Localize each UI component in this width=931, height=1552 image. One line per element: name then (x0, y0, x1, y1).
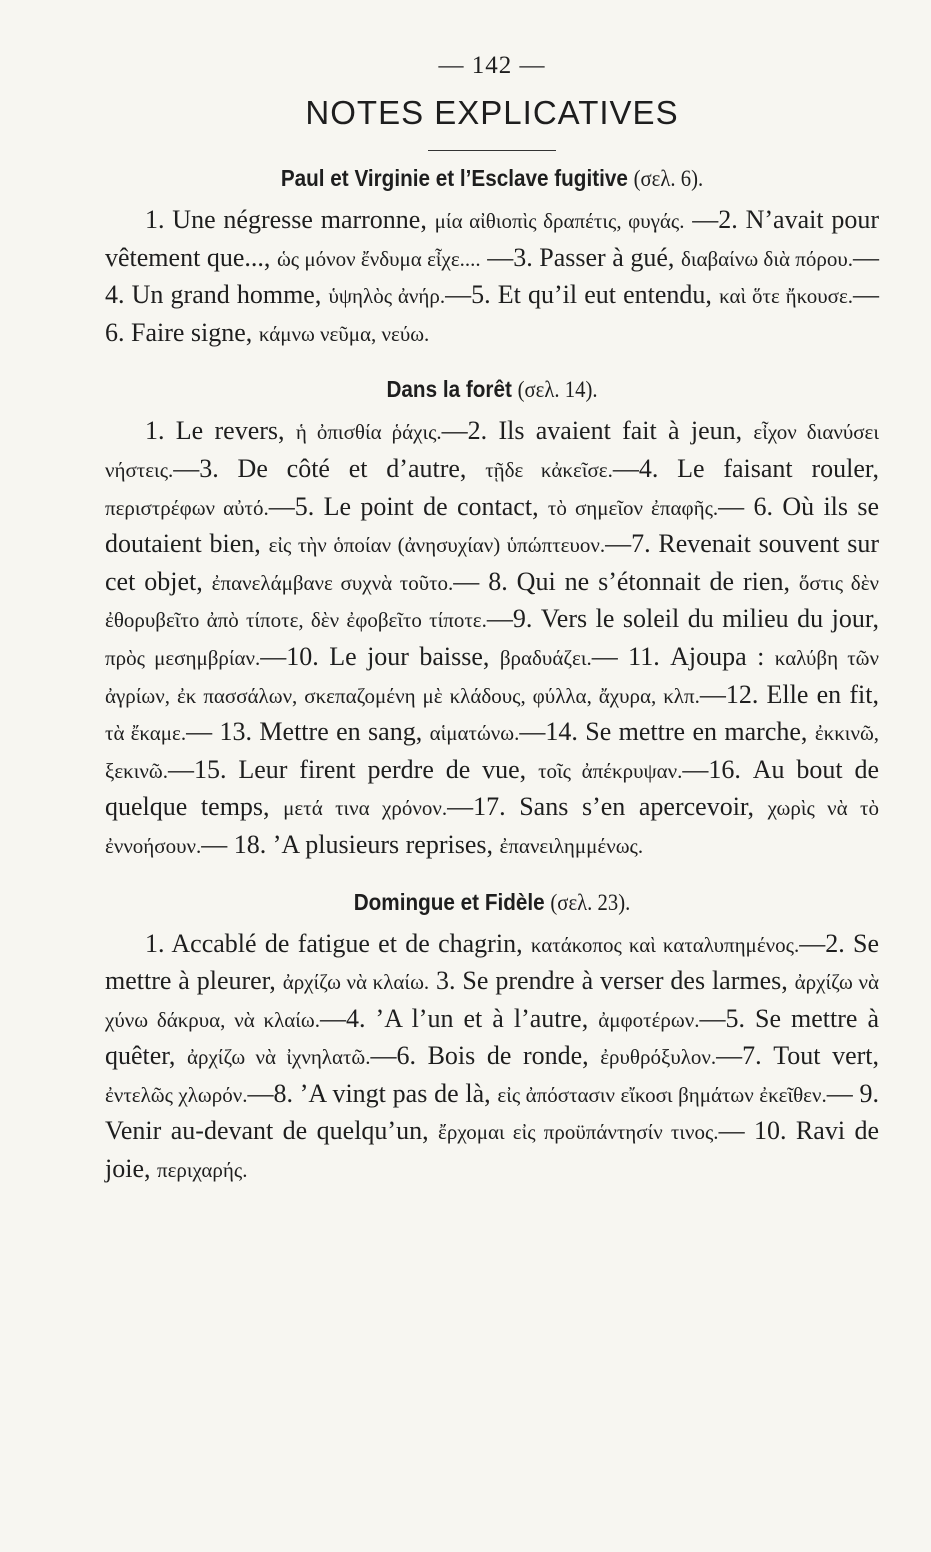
note-gr: μία αἰθιοπὶς δραπέτις, φυγάς. (434, 209, 685, 233)
note-fr: —3. De côté et d’autre, (173, 453, 467, 483)
note-gr: ὡς μόνον ἔνδυμα εἶχε.... (276, 246, 481, 271)
note-fr: —16. Au bout de quelque temps, (105, 754, 879, 822)
note-fr: — 8. Qui ne s’étonnait de rien, (453, 566, 790, 596)
title-divider (428, 150, 556, 151)
note-fr: — 6. Faire signe, (105, 280, 880, 347)
notes-paragraph (105, 926, 879, 1189)
note-gr: περιστρέφων αὐτό. (105, 495, 269, 520)
note-gr: εἰς τὴν ὁποίαν (ἀνησυχίαν) ὑπώπτευον. (268, 533, 606, 558)
note-gr: τὰ ἔκαμε. (105, 721, 187, 746)
note-fr: 1. Accablé de fatigue et de chagrin, (145, 928, 523, 958)
section-heading (144, 165, 841, 192)
note-fr: — 13. Mettre en sang, (186, 717, 423, 747)
note-fr: —2. Se mettre à pleurer, (105, 928, 880, 996)
note-fr: —5. Le point de contact, (268, 491, 539, 521)
note-gr: ἐρυθρόξυλον. (600, 1045, 717, 1070)
note-fr: — 11. Ajoupa : (591, 641, 765, 671)
note-gr: κάμνω νεῦμα, νεύω. (258, 321, 430, 346)
note-fr: 1. Une négresse marronne, (145, 205, 427, 234)
section-heading (144, 889, 841, 916)
note-fr: —6. Bois de ronde, (370, 1041, 589, 1071)
note-gr: τοῖς ἀπέκρυψαν. (538, 758, 683, 783)
note-fr: —7. Revenait souvent sur cet objet, (105, 529, 879, 596)
note-fr: —4. Un grand homme, (105, 242, 880, 310)
book-page (0, 52, 931, 1552)
note-fr: — 9. Venir au-devant de quelqu’un, (105, 1078, 880, 1146)
note-gr: ἐπανελάμβανε συχνὰ τοῦτο. (211, 570, 454, 595)
note-gr: ἔρχομαι εἰς προϋπάντησίν τινος. (438, 1120, 719, 1145)
note-gr: χωρὶς νὰ τὸ ἐννοήσουν. (105, 796, 879, 858)
note-fr: 3. Se prendre à verser des larmes, (436, 966, 788, 996)
note-gr: εἶχον διανύσει νήστεις. (105, 420, 880, 482)
note-fr: — 10. Ravi de joie, (105, 1116, 880, 1184)
note-gr: καὶ ὅτε ἤκουσε. (719, 284, 854, 309)
note-gr: ἐκκινῶ, ξεκινῶ. (105, 721, 880, 783)
note-gr: περιχαρής. (157, 1158, 248, 1183)
note-fr: —4. ’A l’un et à l’autre, (320, 1003, 589, 1033)
note-gr: διαβαίνω διὰ πόρου. (680, 246, 854, 271)
note-fr: — 18. ’A plusieurs reprises, (201, 829, 494, 859)
section-heading (144, 376, 841, 403)
note-gr: τὸ σημεῖον ἐπαφῆς. (547, 495, 719, 520)
note-fr: —15. Leur firent perdre de vue, (167, 754, 527, 784)
note-fr: —3. Passer à gué, (487, 242, 675, 272)
note-gr: εἰς ἀπόστασιν εἴκοσι βημάτων ἐκεῖθεν. (497, 1082, 827, 1107)
note-gr: ἀρχίζω νὰ κλαίω. (282, 970, 430, 995)
section-page-ref: (σελ. 6). (633, 166, 704, 191)
note-gr: ἀμφοτέρων. (598, 1007, 700, 1032)
note-gr: κατάκοπος καὶ καταλυπημένος. (530, 932, 800, 957)
page-title: NOTES EXPLICATIVES (305, 94, 679, 131)
section-title: Domingue et Fidèle (353, 888, 545, 915)
note-fr: —17. Sans s’en apercevoir, (447, 792, 755, 822)
section-dans-la-foret (105, 376, 879, 864)
note-gr: καλύβη τῶν ἀγρίων, ἐκ πασσάλων, σκεπαζομένη μὲ κλάδους, φύλλα, ἄχυρα, κλπ. (105, 645, 880, 708)
note-gr: ἐντελῶς χλωρόν. (105, 1082, 248, 1107)
note-gr: τῇδε κἀκεῖσε. (485, 457, 613, 482)
notes-paragraph (105, 202, 879, 352)
section-domingue-et-fidele (105, 889, 879, 1189)
note-fr: —2. Ils avaient fait à jeun, (441, 416, 743, 446)
note-fr: —5. Et qu’il eut entendu, (445, 280, 712, 310)
note-fr: —4. Le faisant rouler, (612, 453, 879, 483)
note-gr: βραδυάζει. (499, 645, 592, 670)
note-gr: ἀρχίζω νὰ χύνω δάκρυα, νὰ κλαίω. (105, 970, 879, 1032)
note-fr: —7. Tout vert, (716, 1041, 879, 1071)
note-gr: αἱματώνω. (429, 721, 520, 746)
note-fr: —8. ’A vingt pas de là, (247, 1078, 491, 1108)
note-gr: ἐπανειλημμένως. (499, 833, 644, 858)
note-fr: —12. Elle en fit, (699, 679, 879, 709)
section-page-ref: (σελ. 23). (550, 889, 631, 915)
section-title: Dans la forêt (386, 376, 512, 403)
notes-paragraph (105, 413, 879, 864)
note-gr: ἀρχίζω νὰ ἰχνηλατῶ. (187, 1045, 371, 1070)
section-paul-et-virginie (105, 165, 879, 352)
note-fr: 1. Le revers, (145, 416, 285, 446)
note-gr: ὅστις δὲν ἐθορυβεῖτο ἀπὸ τίποτε, δὲν ἐφοβεῖτο τίποτε. (105, 570, 880, 633)
note-fr: —10. Le jour baisse, (260, 641, 490, 671)
page-number: — 142 — (438, 52, 546, 79)
section-page-ref: (σελ. 14). (517, 377, 598, 403)
note-gr: πρὸς μεσημβρίαν. (105, 645, 261, 670)
note-fr: —2. N’avait pour vêtement que..., (105, 205, 880, 272)
note-fr: — 6. Où ils se doutaient bien, (105, 491, 880, 559)
note-gr: ἡ ὀπισθία ῥάχις. (295, 420, 442, 445)
note-gr: μετά τινα χρόνον. (283, 796, 448, 821)
section-title: Paul et Virginie et l’Esclave fugitive (280, 165, 628, 191)
note-fr: —9. Vers le soleil du milieu du jour, (486, 604, 879, 634)
note-fr: —14. Se mettre en marche, (519, 717, 808, 747)
note-fr: —5. Se mettre à quêter, (105, 1003, 880, 1071)
note-gr: ὑψηλὸς ἀνήρ. (328, 284, 446, 309)
